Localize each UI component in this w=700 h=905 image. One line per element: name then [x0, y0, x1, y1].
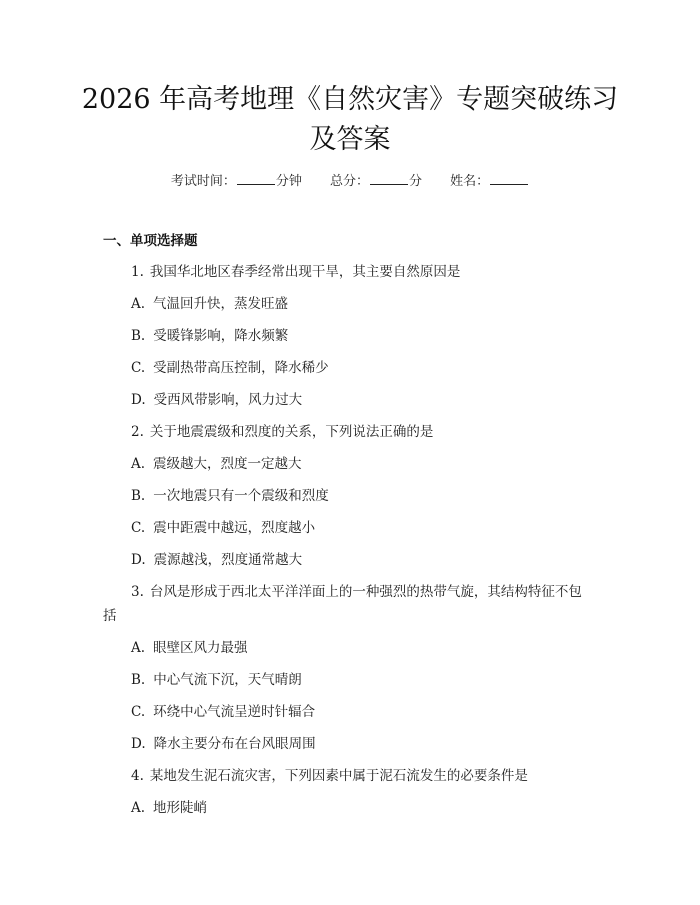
section-heading: 一、单项选择题	[103, 233, 198, 249]
option-text: 受西风带影响，风力过大	[153, 392, 303, 408]
option-text: 降水主要分布在台风眼周围	[153, 736, 316, 752]
option-letter: D.	[131, 392, 146, 408]
option-item[interactable]	[131, 295, 288, 313]
option-text: 地形陡峭	[153, 800, 208, 816]
option-text: 震级越大，烈度一定越大	[153, 456, 302, 472]
question-text: 我国华北地区春季经常出现干旱，其主要自然原因是	[149, 264, 461, 280]
exam-time-field	[171, 170, 302, 189]
exam-time-unit: 分钟	[275, 174, 302, 189]
exam-time-label: 考试时间：	[170, 174, 236, 189]
option-item[interactable]	[131, 735, 316, 753]
option-letter: A.	[131, 800, 146, 816]
name-field	[450, 170, 529, 189]
option-text: 震源越浅，烈度通常越大	[153, 552, 303, 568]
option-text: 眼壁区风力最强	[153, 640, 248, 656]
document-title	[60, 80, 640, 160]
option-letter: A.	[131, 296, 146, 312]
option-text: 一次地震只有一个震级和烈度	[153, 488, 329, 504]
question-text: 台风是形成于西北太平洋洋面上的一种强烈的热带气旋，其结构特征不包	[149, 584, 582, 600]
option-letter: A.	[131, 640, 146, 656]
title-line-1: 2026 年高考地理《自然灾害》专题突破练习	[81, 84, 619, 115]
option-text: 环绕中心气流呈逆时针辐合	[153, 704, 316, 720]
total-score-label: 总分：	[329, 174, 369, 189]
question-stem	[131, 263, 460, 281]
option-item[interactable]	[131, 703, 315, 721]
option-letter: C.	[131, 520, 146, 536]
option-letter: B.	[131, 672, 146, 688]
question-number: 4.	[131, 768, 144, 784]
option-text: 受副热带高压控制，降水稀少	[153, 360, 329, 376]
option-item[interactable]	[131, 551, 302, 569]
option-letter: C.	[131, 704, 146, 720]
question-stem	[131, 767, 528, 785]
option-item[interactable]	[131, 671, 302, 689]
question-text: 某地发生泥石流灾害，下列因素中属于泥石流发生的必要条件是	[149, 768, 528, 784]
total-score-unit: 分	[409, 174, 423, 189]
question-number: 2.	[131, 424, 144, 440]
option-item[interactable]	[131, 519, 315, 537]
title-line-2: 及答案	[309, 124, 391, 155]
option-letter: B.	[131, 488, 146, 504]
option-item[interactable]	[131, 639, 248, 657]
question-text-continuation: 括	[103, 608, 117, 624]
option-item[interactable]	[131, 455, 302, 473]
option-letter: D.	[131, 736, 146, 752]
question-number: 1.	[131, 264, 144, 280]
option-text: 受暖锋影响，降水频繁	[153, 328, 289, 344]
option-letter: A.	[131, 456, 146, 472]
name-label: 姓名：	[450, 174, 490, 189]
exam-info	[0, 170, 700, 189]
option-letter: B.	[131, 328, 146, 344]
option-text: 气温回升快，蒸发旺盛	[153, 296, 289, 312]
option-item[interactable]	[131, 799, 207, 817]
question-number: 3.	[131, 584, 144, 600]
option-letter: D.	[131, 552, 146, 568]
exam-time-blank	[237, 172, 275, 185]
option-item[interactable]	[131, 359, 329, 377]
total-score-blank	[370, 172, 408, 185]
name-blank	[490, 172, 528, 185]
option-item[interactable]	[131, 487, 329, 505]
question-stem	[131, 423, 433, 441]
option-item[interactable]	[131, 391, 302, 409]
total-score-field	[330, 170, 422, 189]
option-text: 震中距震中越远，烈度越小	[153, 520, 316, 536]
option-text: 中心气流下沉，天气晴朗	[153, 672, 302, 688]
question-stem	[131, 583, 582, 601]
option-letter: C.	[131, 360, 146, 376]
option-item[interactable]	[131, 327, 288, 345]
question-text: 关于地震震级和烈度的关系，下列说法正确的是	[149, 424, 434, 440]
